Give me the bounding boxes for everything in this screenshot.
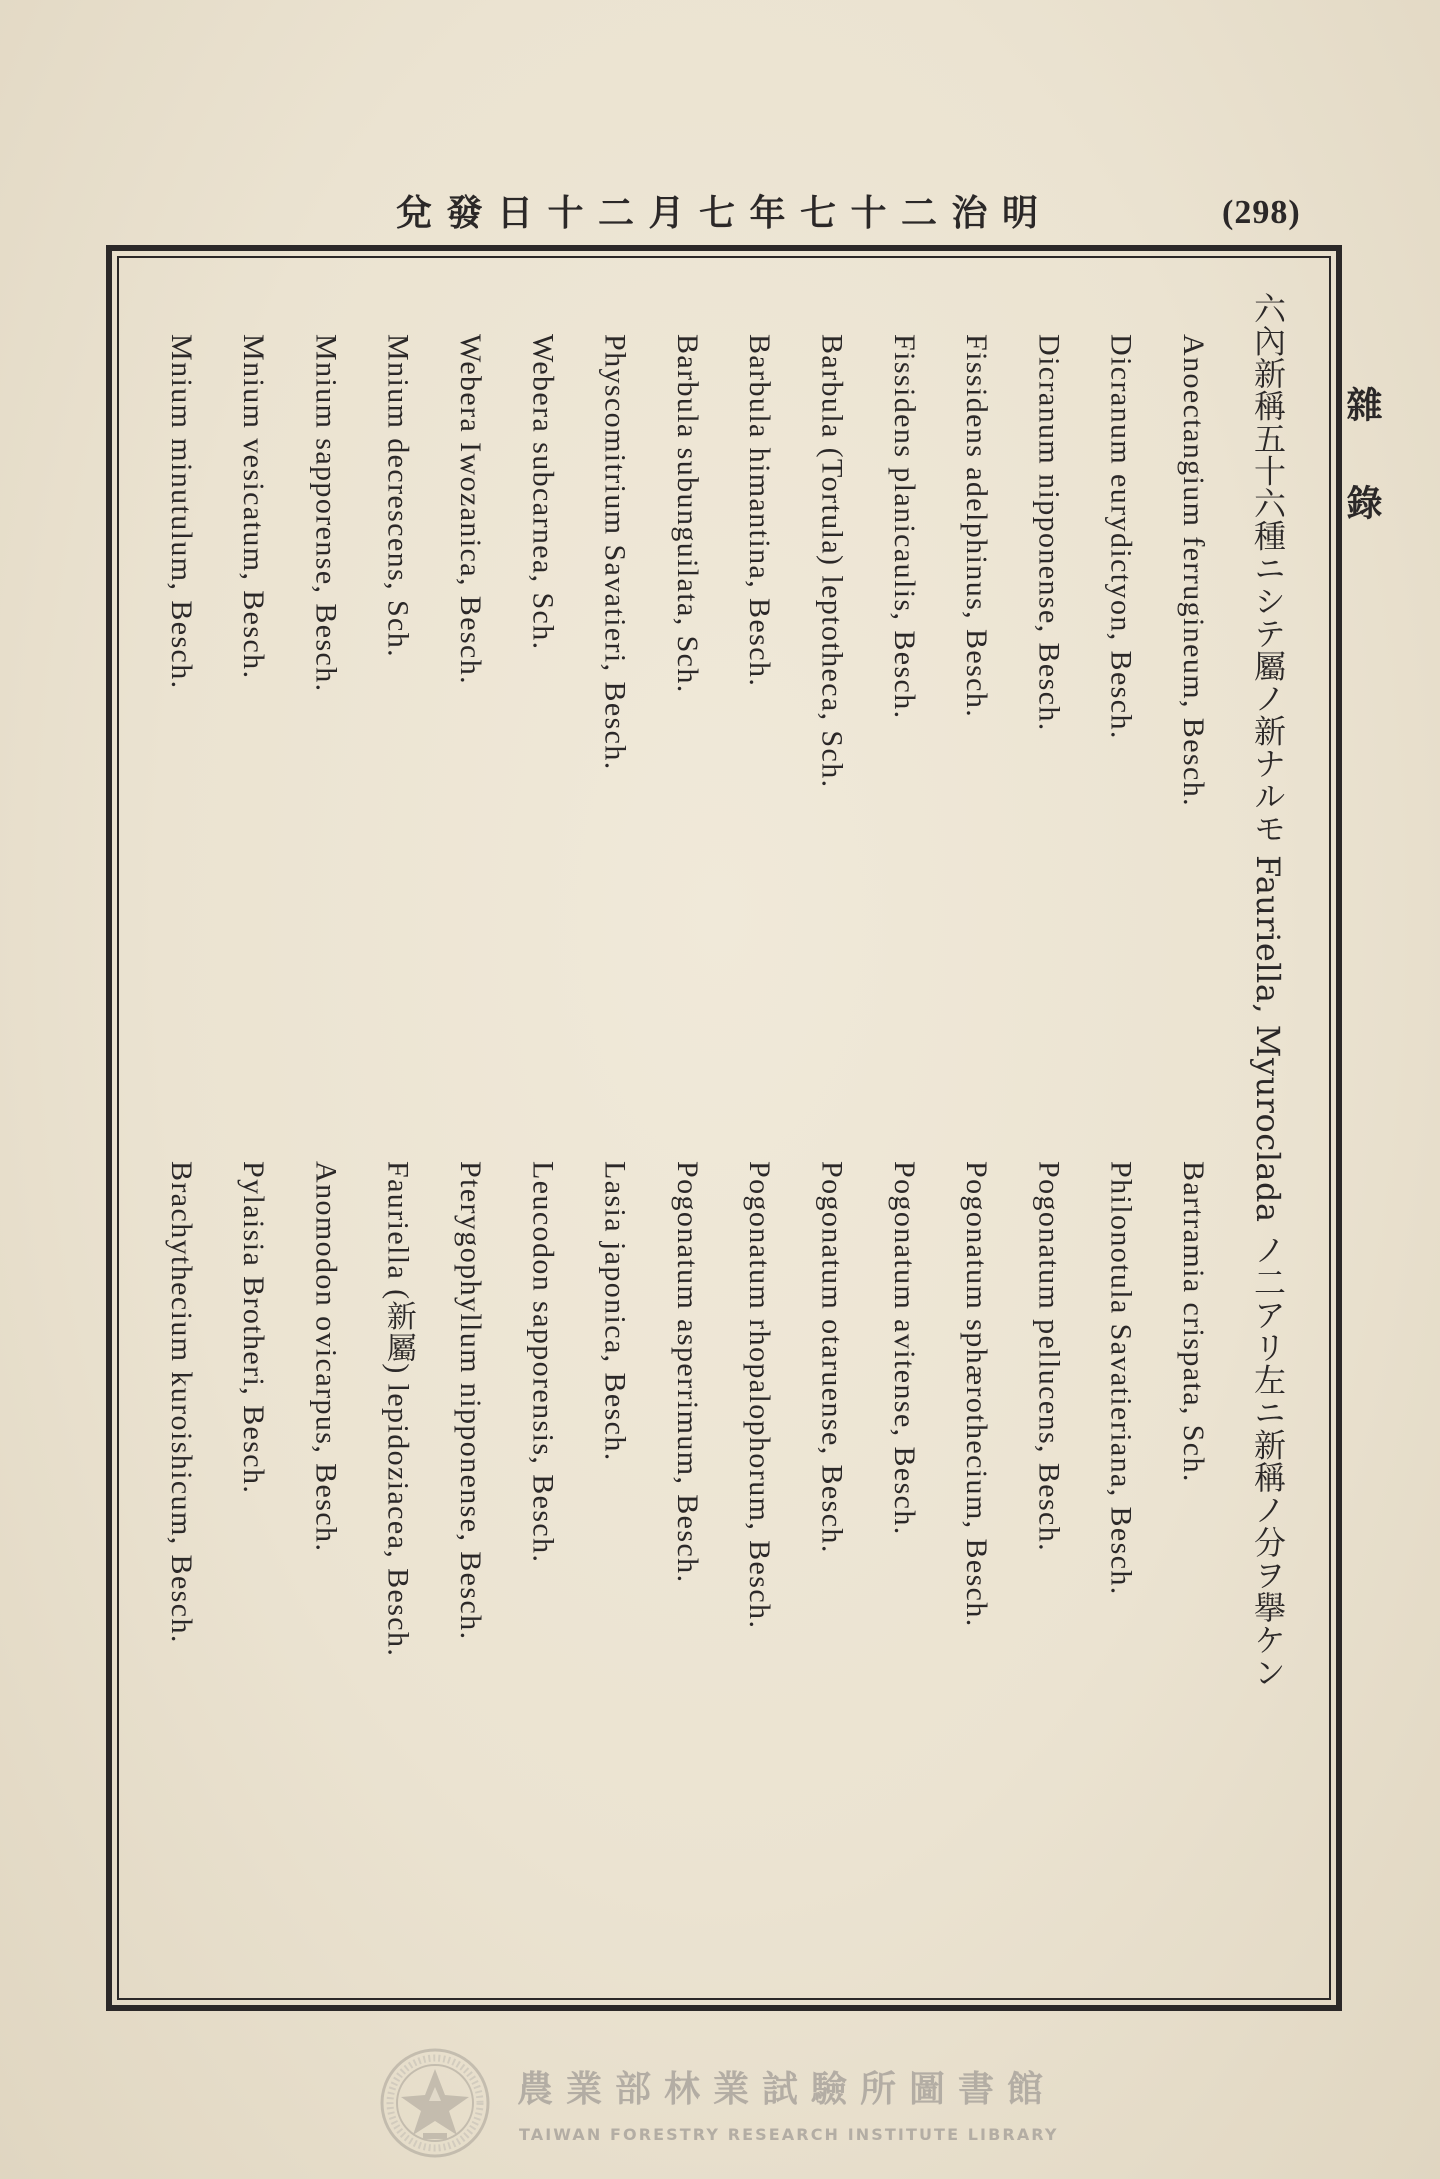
species-entry-upper: Barbula himantina, Besch. — [743, 334, 777, 688]
species-entry-lower: Pogonatum rhopalophorum, Besch. — [743, 1161, 777, 1630]
species-entry-upper: Barbula subunguilata, Sch. — [670, 334, 704, 694]
species-entry-lower: Leucodon sapporensis, Besch. — [526, 1161, 560, 1564]
species-entry-upper: Webera Iwozanica, Besch. — [454, 334, 487, 686]
species-entry-upper: Mnium sapporense, Besch. — [309, 334, 343, 693]
species-entry-lower: Pylaisia Brotheri, Besch. — [237, 1161, 271, 1495]
list-heading: 六內新稱五十六種ニシテ屬ノ新ナルモ Fauriella, Myuroclada ノ二アリ左ニ新稱ノ分ヲ擧ケン — [1249, 292, 1287, 1689]
species-entry-upper: Fissidens planicaulis, Besch. — [887, 334, 921, 720]
library-name: 農業部林業試驗所圖書館 — [517, 2069, 1057, 2110]
species-entry-lower: Lasia japonica, Besch. — [598, 1161, 632, 1462]
species-entry-lower: Anomodon ovicarpus, Besch. — [309, 1161, 343, 1553]
species-entry-lower: Bartramia crispata, Sch. — [1177, 1161, 1210, 1483]
species-entry-lower: Pogonatum avitense, Besch. — [887, 1161, 921, 1536]
species-entry-upper: Webera subcarnea, Sch. — [526, 334, 560, 651]
species-entry-lower: Pogonatum pellucens, Besch. — [1032, 1161, 1066, 1553]
species-entry-upper: Fissidens adelphinus, Besch. — [960, 334, 994, 719]
library-name-english: TAIWAN FORESTRY RESEARCH INSTITUTE LIBRARY — [519, 2125, 1059, 2144]
species-entry-upper: Dicranum eurydictyon, Besch. — [1104, 334, 1138, 740]
page-number: (298) — [1222, 194, 1301, 231]
species-entry-lower: Pogonatum sphærothecium, Besch. — [960, 1161, 994, 1628]
species-entry-lower: Pogonatum otaruense, Besch. — [815, 1161, 849, 1554]
section-label: 雜錄 — [1341, 386, 1383, 582]
frame-inner-rule — [117, 256, 1331, 2000]
species-entry-upper: Mnium minutulum, Besch. — [164, 334, 198, 690]
library-seal-icon — [379, 2047, 491, 2159]
species-entry-lower: Pogonatum asperrimum, Besch. — [670, 1161, 704, 1584]
species-entry-lower: Philonotula Savatieriana, Besch. — [1104, 1161, 1138, 1596]
species-entry-upper: Physcomitrium Savatieri, Besch. — [598, 334, 632, 771]
species-entry-upper: Barbula (Tortula) leptotheca, Sch. — [815, 334, 849, 789]
species-entry-upper: Dicranum nipponense, Besch. — [1032, 334, 1066, 732]
species-entry-upper: Mnium vesicatum, Besch. — [237, 334, 271, 680]
species-entry-lower: Pterygophyllum nipponense, Besch. — [454, 1161, 487, 1641]
publication-date-line: 兌發日十二月七年七十二治明 — [396, 192, 1053, 234]
species-entry-lower: Fauriella (新屬) lepidoziacea, Besch. — [381, 1161, 415, 1658]
species-entry-upper: Anoectangium ferrugineum, Besch. — [1177, 334, 1210, 808]
species-entry-lower: Brachythecium kuroishicum, Besch. — [164, 1161, 198, 1644]
species-entry-upper: Mnium decrescens, Sch. — [381, 334, 415, 659]
